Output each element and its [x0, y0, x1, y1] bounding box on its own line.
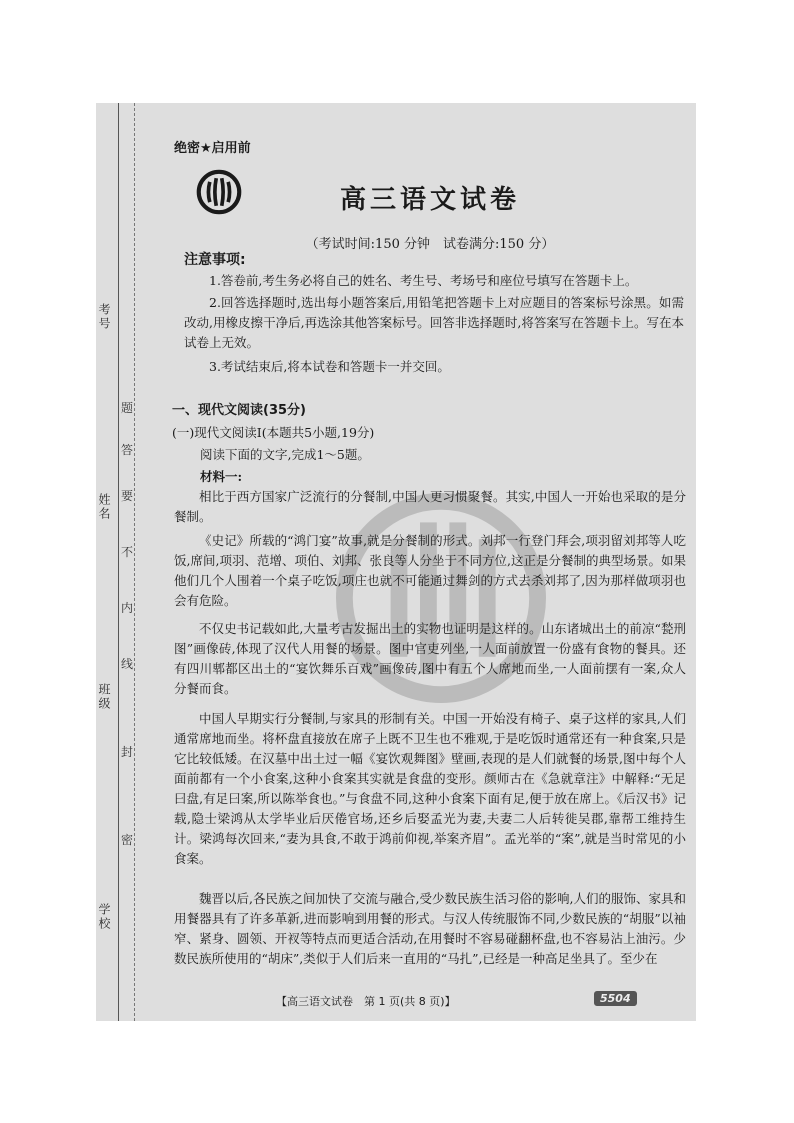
paragraph: 不仅史书记载如此,大量考古发掘出土的实物也证明是这样的。山东诸城出土的前凉“甃刑图”画像砖,体现了汉代人用餐的场景。图中官吏列坐,一人面前放置一份盛有食物的餐具。还有四川郫都区出土的“宴饮舞乐百戏”画像砖,图中有五个人席地而坐,一人面前摆有一案,众人分餐而食。	[174, 621, 686, 696]
page-title: 高三语文试卷	[339, 185, 520, 215]
seal-char: 题	[120, 401, 133, 415]
seal-char: 不	[120, 545, 133, 559]
class-label: 班级	[97, 683, 111, 711]
paragraph: 魏晋以后,各民族之间加快了交流与融合,受少数民族生活习俗的影响,人们的服饰、家具和用餐器具有了许多革新,进而影响到用餐的形式。与汉人传统服饰不同,少数民族的“胡服”以袖窄、紧身、圆领、开衩等特点而更适合活动,在用餐时不容易碰翻杯盘,也不容易沾上油污。少数民族所使用的“胡床”,类似于人们后来一直用的“马扎”,已经是一种高足坐具了。至少在	[174, 891, 686, 966]
seal-char: 内	[120, 601, 133, 615]
exam-info: （考试时间:150 分钟 试卷满分:150 分）	[305, 237, 555, 252]
school-label: 学校	[97, 903, 111, 931]
notice-item: 3.考试结束后,将本试卷和答题卡一并交回。	[209, 359, 450, 374]
paragraph: 中国人早期实行分餐制,与家具的形制有关。中国一开始没有椅子、桌子这样的家具,人们通常席地而坐。将杯盘直接放在席子上既不卫生也不雅观,于是吃饭时通常还有一种食案,只是它比较低矮。在汉墓中出土过一幅《宴饮观舞图》壁画,表现的是人们就餐的场景,图中每个人面前都有一个小食案,这种小食案其实就是食盘的变形。颜师古在《急就章注》中解释:“无足曰盘,有足曰案,所以陈举食也。”与食盘不同,这种小食案下面有足,便于放在席上。《后汉书》记载,隐士梁鸿从太学毕业后厌倦官场,还乡后娶孟光为妻,夫妻二人后转徙吴郡,靠帮工维持生计。梁鸿每次回来,“妻为具食,不敢于鸿前仰视,举案齐眉”。孟光举的“案”,就是当时常见的小食案。	[174, 711, 686, 866]
notice-heading: 注意事项:	[184, 252, 246, 268]
paragraph: 相比于西方国家广泛流行的分餐制,中国人更习惯聚餐。其实,中国人一开始也采取的是分餐制。	[174, 489, 686, 524]
seal-char: 答	[120, 443, 133, 457]
page-footer: 【高三语文试卷 第 1 页(共 8 页)】	[276, 995, 456, 1008]
binding-line	[118, 103, 119, 1021]
seal-char: 线	[120, 657, 133, 671]
secret-label: 绝密★启用前	[174, 141, 251, 156]
seal-char: 要	[120, 489, 133, 503]
instruction-text: 阅读下面的文字,完成1～5题。	[200, 447, 370, 462]
section-heading: 一、现代文阅读(35分)	[172, 403, 306, 418]
material-label: 材料一:	[200, 469, 243, 484]
seal-char: 密	[120, 833, 133, 847]
exam-sheet	[96, 103, 696, 1021]
notice-item: 1.答卷前,考生务必将自己的姓名、考生号、考场号和座位号填写在答题卡上。	[209, 273, 638, 288]
exam-no-label: 考号	[97, 303, 111, 331]
sub-heading: (一)现代文阅读Ⅰ(本题共5小题,19分)	[172, 425, 375, 440]
seal-dashed-line	[134, 103, 135, 1021]
seal-char: 封	[120, 745, 133, 759]
notice-item: 2.回答选择题时,选出每小题答案后,用铅笔把答题卡上对应题目的答案标号涂黑。如需改动,用橡皮擦干净后,再选涂其他答案标号。回答非选择题时,将答案写在答题卡上。写在本试卷上无效。	[184, 295, 684, 350]
name-label: 姓名	[97, 493, 111, 521]
paragraph: 《史记》所载的“鸿门宴”故事,就是分餐制的形式。刘邦一行登门拜会,项羽留刘邦等人吃饭,席间,项羽、范增、项伯、刘邦、张良等人分坐于不同方位,这正是分餐制的典型场景。如果他们几个人围着一个桌子吃饭,项庄也就不可能通过舞剑的方式去杀刘邦了,因为那样做项羽也会有危险。	[174, 533, 686, 608]
paper-code-badge: 5504	[594, 991, 637, 1006]
